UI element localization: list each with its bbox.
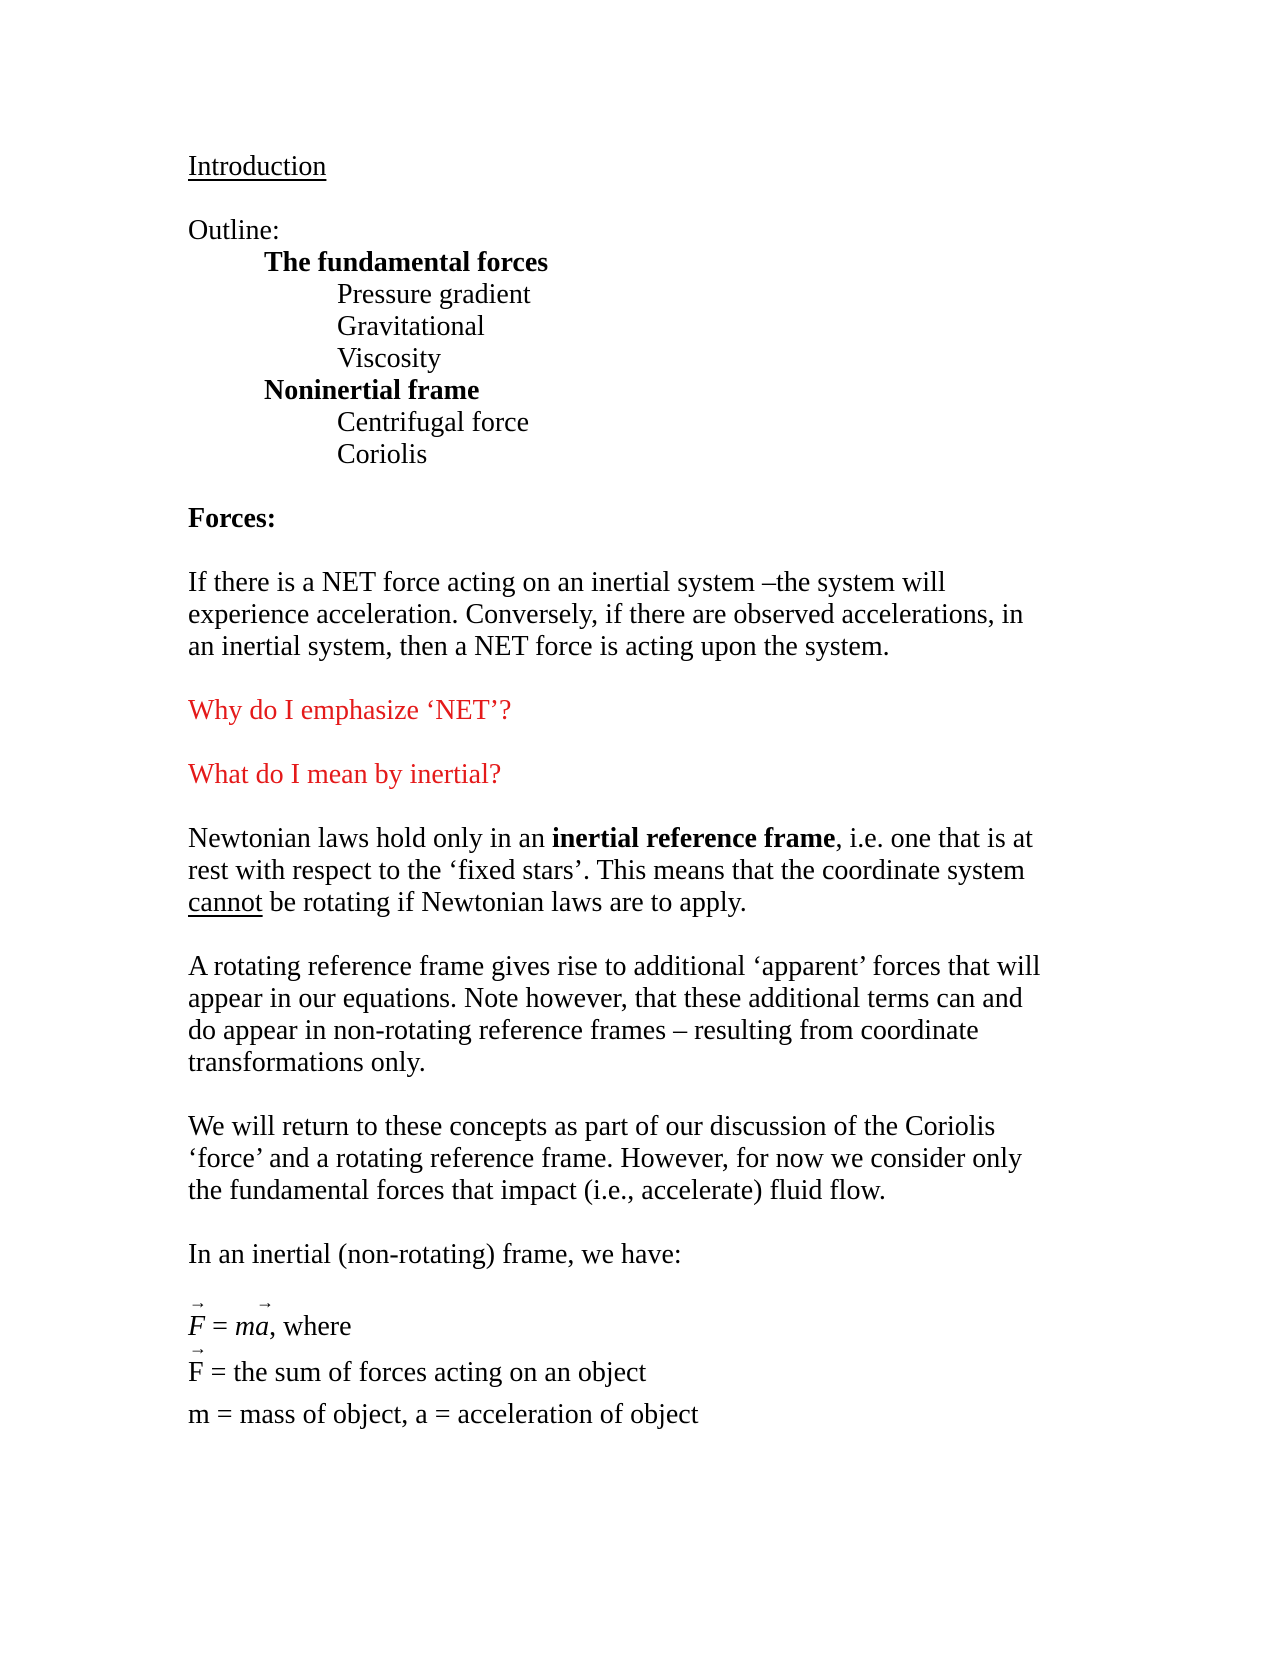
paragraph-line: do appear in non-rotating reference frames – resulting from coordinate [188,1015,979,1046]
outline-label: Outline: [188,215,280,246]
outline-item: Pressure gradient [337,279,531,310]
paragraph-line: appear in our equations. Note however, that these additional terms can and [188,983,1023,1014]
text-run: , i.e. one that is at [835,823,1033,854]
outline-item: Viscosity [337,343,442,374]
outline-item: Gravitational [337,311,485,342]
definition-force [188,1356,646,1390]
paragraph-line: A rotating reference frame gives rise to additional ‘apparent’ forces that will [188,951,1041,982]
text-run: be rotating if Newtonian laws are to apply. [262,887,747,918]
question-inertial: What do I mean by inertial? [188,759,502,790]
paragraph-line: rest with respect to the ‘fixed stars’. This means that the coordinate system [188,855,1025,886]
paragraph-line: transformations only. [188,1047,426,1078]
force-vector-symbol: → F [188,1310,205,1344]
outline-section-title: The fundamental forces [264,247,549,278]
outline-item: Centrifugal force [337,407,530,438]
section-heading: Introduction [188,151,327,182]
definition-text: = the sum of forces acting on an object [203,1357,647,1388]
equation-suffix: , where [269,1311,352,1342]
acceleration-vector-symbol: → a [255,1310,269,1344]
equation-newton-second-law [188,1310,352,1344]
paragraph-line [188,822,1033,856]
outline-section-title: Noninertial frame [264,375,480,406]
question-net: Why do I emphasize ‘NET’? [188,695,512,726]
force-vector-symbol: → F [188,1356,204,1390]
paragraph-line: the fundamental forces that impact (i.e., accelerate) fluid flow. [188,1175,886,1206]
paragraph-line: experience acceleration. Conversely, if there are observed accelerations, in [188,599,1024,630]
bold-term-inertial-reference-frame: inertial reference frame [551,823,836,854]
paragraph-line: In an inertial (non-rotating) frame, we have: [188,1239,682,1270]
paragraph-line: an inertial system, then a NET force is acting upon the system. [188,631,890,662]
forces-heading: Forces: [188,503,277,534]
paragraph-line: ‘force’ and a rotating reference frame. However, for now we consider only [188,1143,1023,1174]
equals-sign: = [205,1311,235,1342]
paragraph-line [188,886,747,920]
definition-mass-acceleration: m = mass of object, a = acceleration of object [188,1399,699,1430]
paragraph-line: If there is a NET force acting on an inertial system –the system will [188,567,946,598]
paragraph-line: We will return to these concepts as part of our discussion of the Coriolis [188,1111,996,1142]
underlined-word-cannot: cannot [188,887,263,918]
outline-item: Coriolis [337,439,428,470]
mass-symbol: m [234,1311,256,1342]
text-run: Newtonian laws hold only in an [188,823,552,854]
